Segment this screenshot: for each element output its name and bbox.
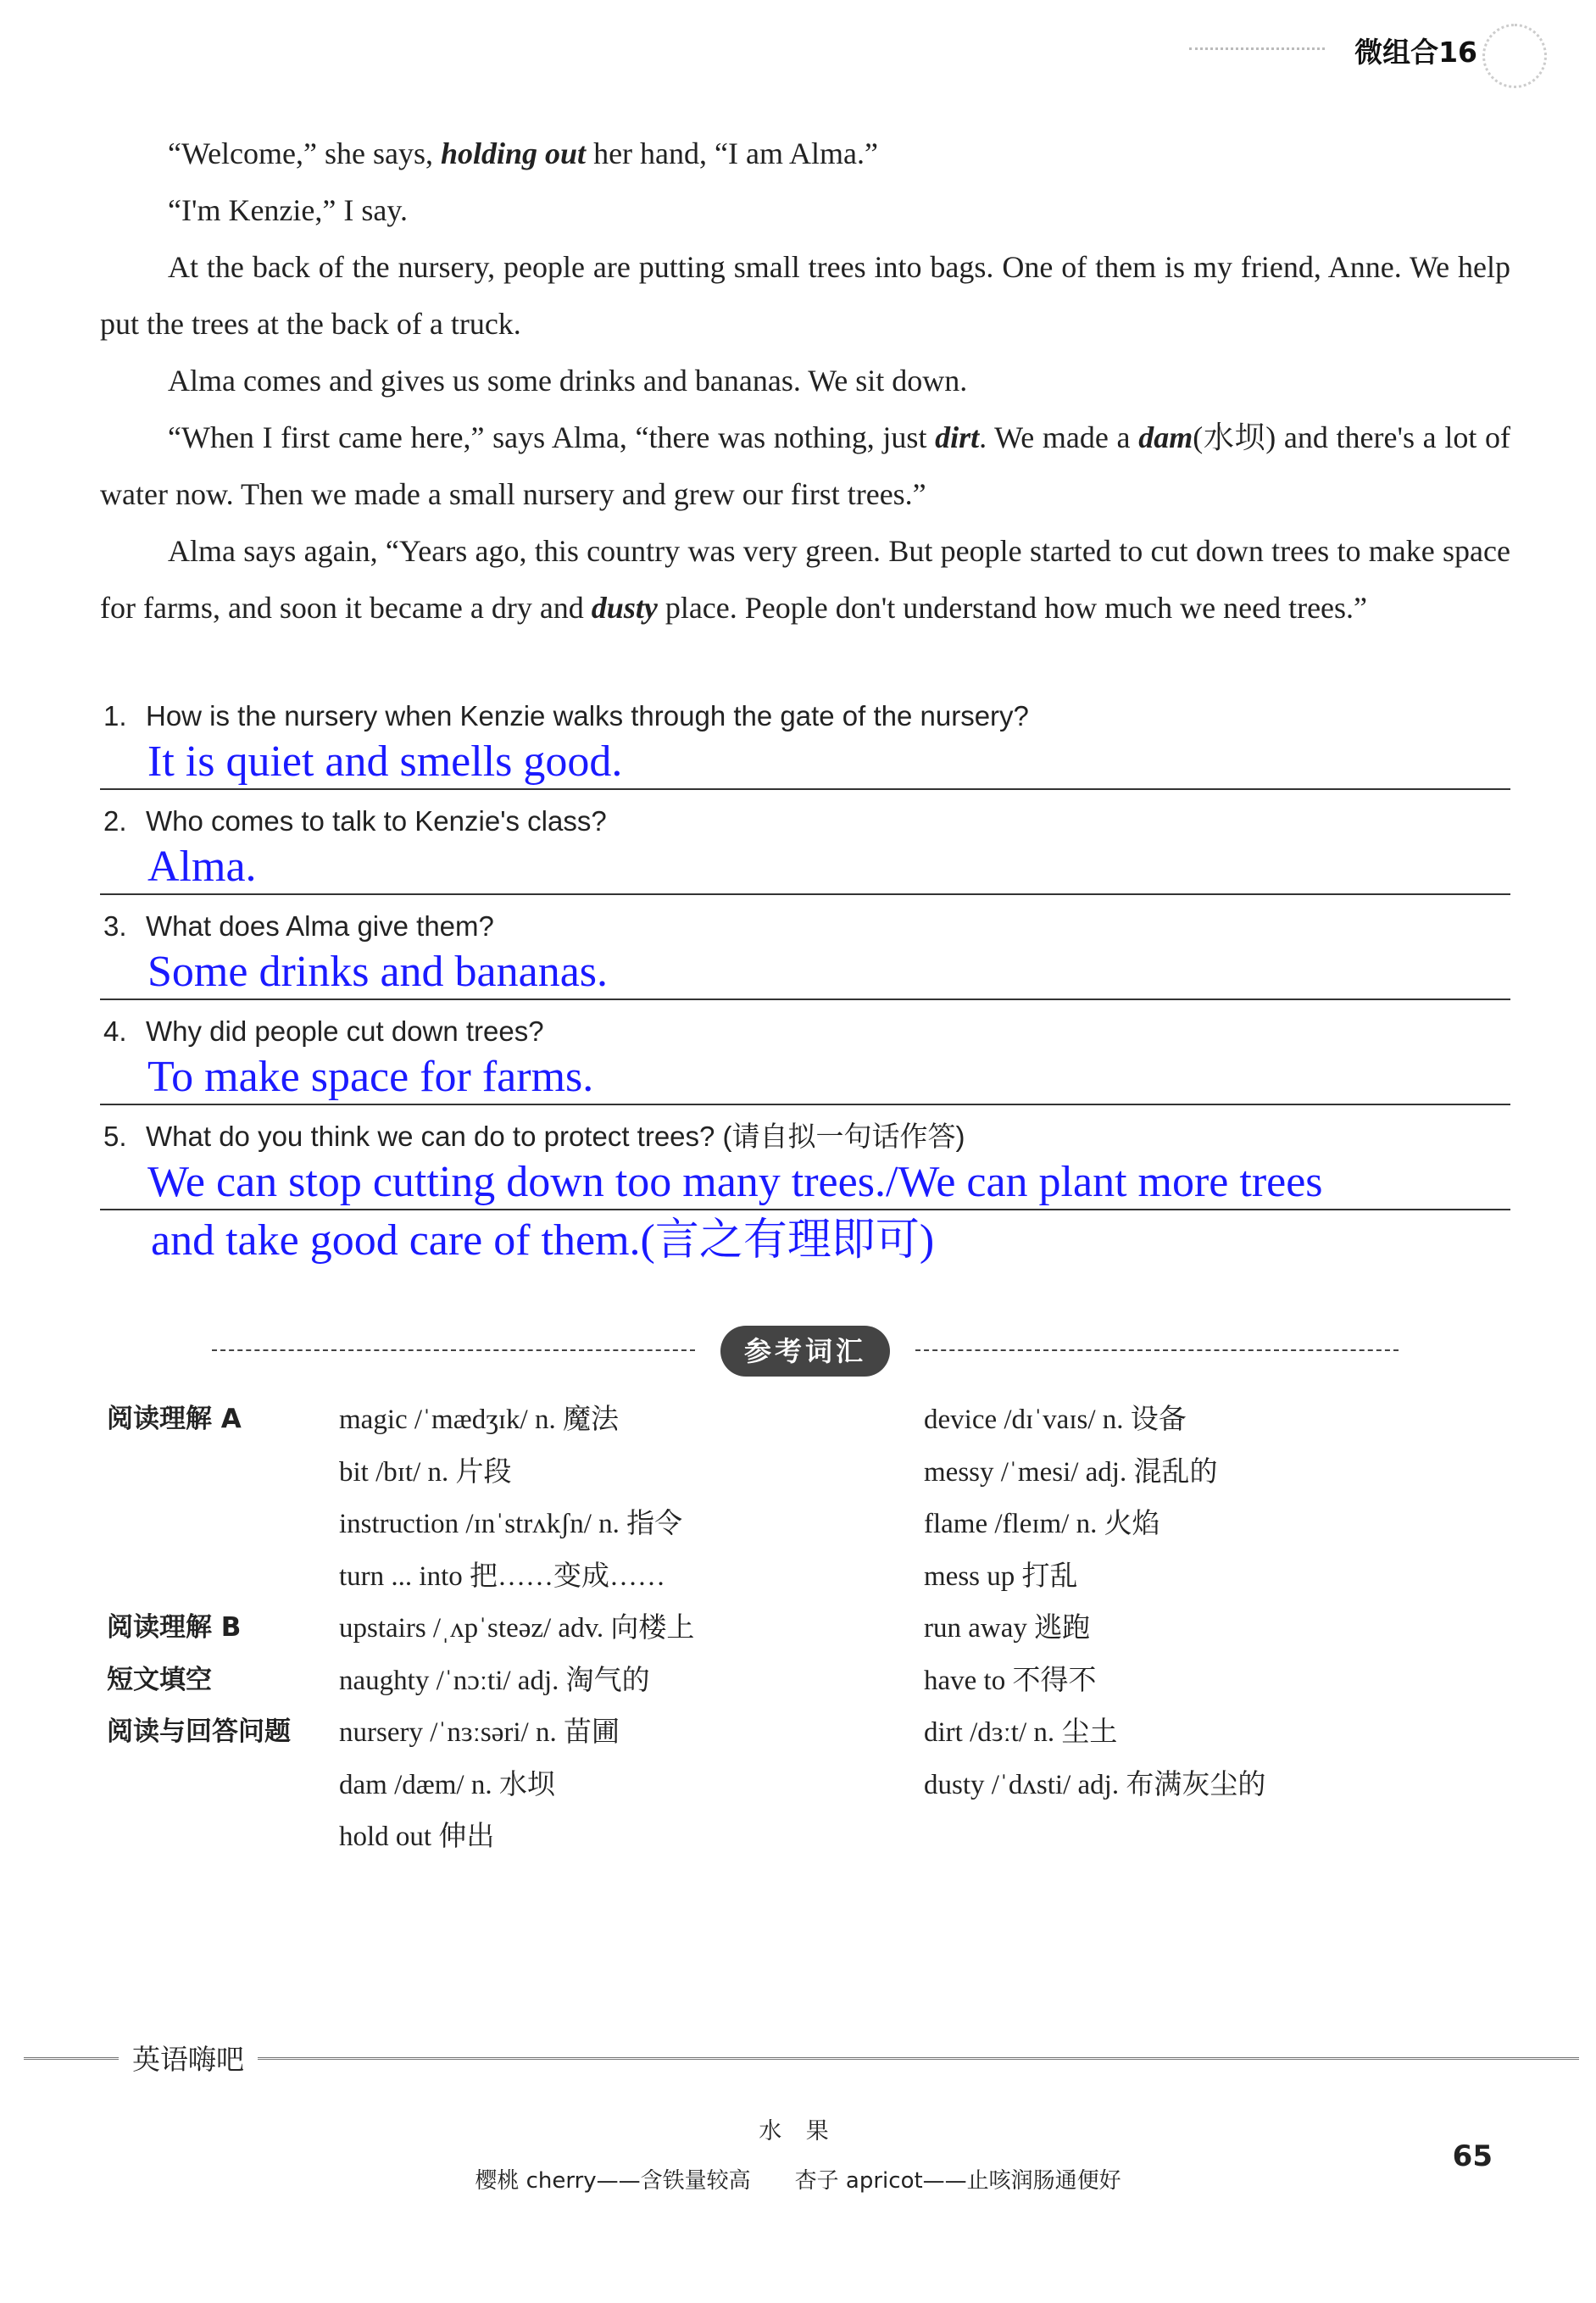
vocab-category: 阅读理解 A [107, 1404, 242, 1434]
footer-facts [0, 2163, 1596, 2195]
footer-title: 英语嗨吧 [119, 2038, 258, 2078]
vocab-entry: nursery /ˈnɜːsəri/ n. 苗圃 [339, 1717, 620, 1748]
vocab-row [100, 1651, 1388, 1704]
vocab-entry: dirt /dɜːt/ n. 尘土 [924, 1717, 1118, 1748]
vocab-entry: dam /dæm/ n. 水坝 [339, 1769, 555, 1800]
vocab-entry: naughty /ˈnɔːti/ adj. 淘气的 [339, 1665, 650, 1696]
vocab-entry: upstairs /ˌʌpˈsteəz/ adv. 向楼上 [339, 1613, 695, 1644]
divider [915, 1349, 1399, 1351]
vocab-row [100, 1703, 1388, 1755]
story-paragraph-1: “Welcome,” she says, holding out her hand, “I am Alma.” [168, 136, 878, 170]
footer-subtitle: 水 果 [759, 2118, 837, 2144]
answer-line: Some drinks and bananas. [100, 946, 1510, 1000]
vocab-entry: bit /bɪt/ n. 片段 [339, 1456, 512, 1488]
question-text: 4. Why did people cut down trees? [103, 1015, 544, 1047]
answer-line-continued: and take good care of them.(言之有理即可) [151, 1216, 935, 1265]
header-decoration [1189, 47, 1325, 50]
vocab-row [100, 1443, 1388, 1495]
story-paragraph-6: Alma says again, “Years ago, this country was very green. But people started to cut down trees to make space for farms, and soon it became a dry and dusty place. People don't understand how much we need trees.” [100, 534, 1510, 625]
vocab-category: 短文填空 [107, 1664, 212, 1695]
vocab-entry: flame /fleɪm/ n. 火焰 [924, 1509, 1160, 1539]
story-paragraph-5: “When I first came here,” says Alma, “there was nothing, just dirt. We made a dam(水坝) and there's a lot of water now. Then we made a small nursery and grew our first trees.” [100, 420, 1510, 511]
vocab-entry: mess up 打乱 [924, 1560, 1078, 1592]
answer-line: We can stop cutting down too many trees./We can plant more trees [100, 1156, 1510, 1210]
question-item [100, 697, 1510, 790]
story-paragraph-4: Alma comes and gives us some drinks and bananas. We sit down. [168, 364, 968, 398]
fruit-fact: 杏子 apricot——止咳润肠通便好 [794, 2168, 1121, 2194]
vocab-entry: turn ... into 把……变成…… [339, 1560, 665, 1592]
vocab-entry: run away 逃跑 [924, 1613, 1091, 1644]
vocab-title-badge: 参考词汇 [720, 1326, 890, 1377]
vocab-row [100, 1390, 1388, 1443]
vocab-entry: device /dɪˈvaɪs/ n. 设备 [924, 1405, 1187, 1435]
vocab-entry: hold out 伸出 [339, 1822, 495, 1852]
section-label: 微组合16 [1354, 36, 1477, 69]
vocab-row [100, 1599, 1388, 1651]
question-text: 3. What does Alma give them? [103, 910, 494, 942]
story-text [100, 125, 1510, 637]
question-item [100, 802, 1510, 895]
vocab-entry: instruction /ɪnˈstrʌkʃn/ n. 指令 [339, 1509, 683, 1539]
vocab-list [100, 1390, 1388, 1860]
question-list [100, 697, 1510, 1283]
page-number: 65 [1452, 2139, 1493, 2173]
question-item [100, 1012, 1510, 1105]
vocab-entry: magic /ˈmædʒɪk/ n. 魔法 [339, 1405, 619, 1435]
question-text: 1. How is the nursery when Kenzie walks through the gate of the nursery? [103, 700, 1029, 732]
answer-line: To make space for farms. [100, 1051, 1510, 1105]
story-paragraph-2: “I'm Kenzie,” I say. [168, 193, 409, 227]
vocab-row [100, 1547, 1388, 1599]
vocab-entry: dusty /ˈdʌsti/ adj. 布满灰尘的 [924, 1769, 1266, 1800]
story-paragraph-3: At the back of the nursery, people are putting small trees into bags. One of them is my friend, Anne. We help put the trees at the back of a truck. [100, 250, 1510, 341]
vocab-row [100, 1494, 1388, 1547]
answer-line: It is quiet and smells good. [100, 736, 1510, 790]
question-text: 2. Who comes to talk to Kenzie's class? [103, 805, 607, 837]
vocab-category: 阅读与回答问题 [107, 1716, 291, 1747]
question-item [100, 907, 1510, 1000]
divider [212, 1349, 695, 1351]
question-text: 5. What do you think we can do to protect trees? (请自拟一句话作答) [103, 1121, 965, 1152]
vocab-entry: have to 不得不 [924, 1665, 1097, 1696]
vocab-row [100, 1755, 1388, 1808]
vocab-heading [212, 1322, 1399, 1382]
vocab-category: 阅读理解 B [107, 1612, 242, 1643]
fruit-fact: 樱桃 cherry——含铁量较高 [475, 2168, 751, 2194]
vocab-row [100, 1807, 1388, 1860]
question-item [100, 1117, 1510, 1271]
answer-line: Alma. [100, 841, 1510, 895]
header-badge-icon [1482, 24, 1547, 88]
vocab-entry: messy /ˈmesi/ adj. 混乱的 [924, 1456, 1218, 1488]
